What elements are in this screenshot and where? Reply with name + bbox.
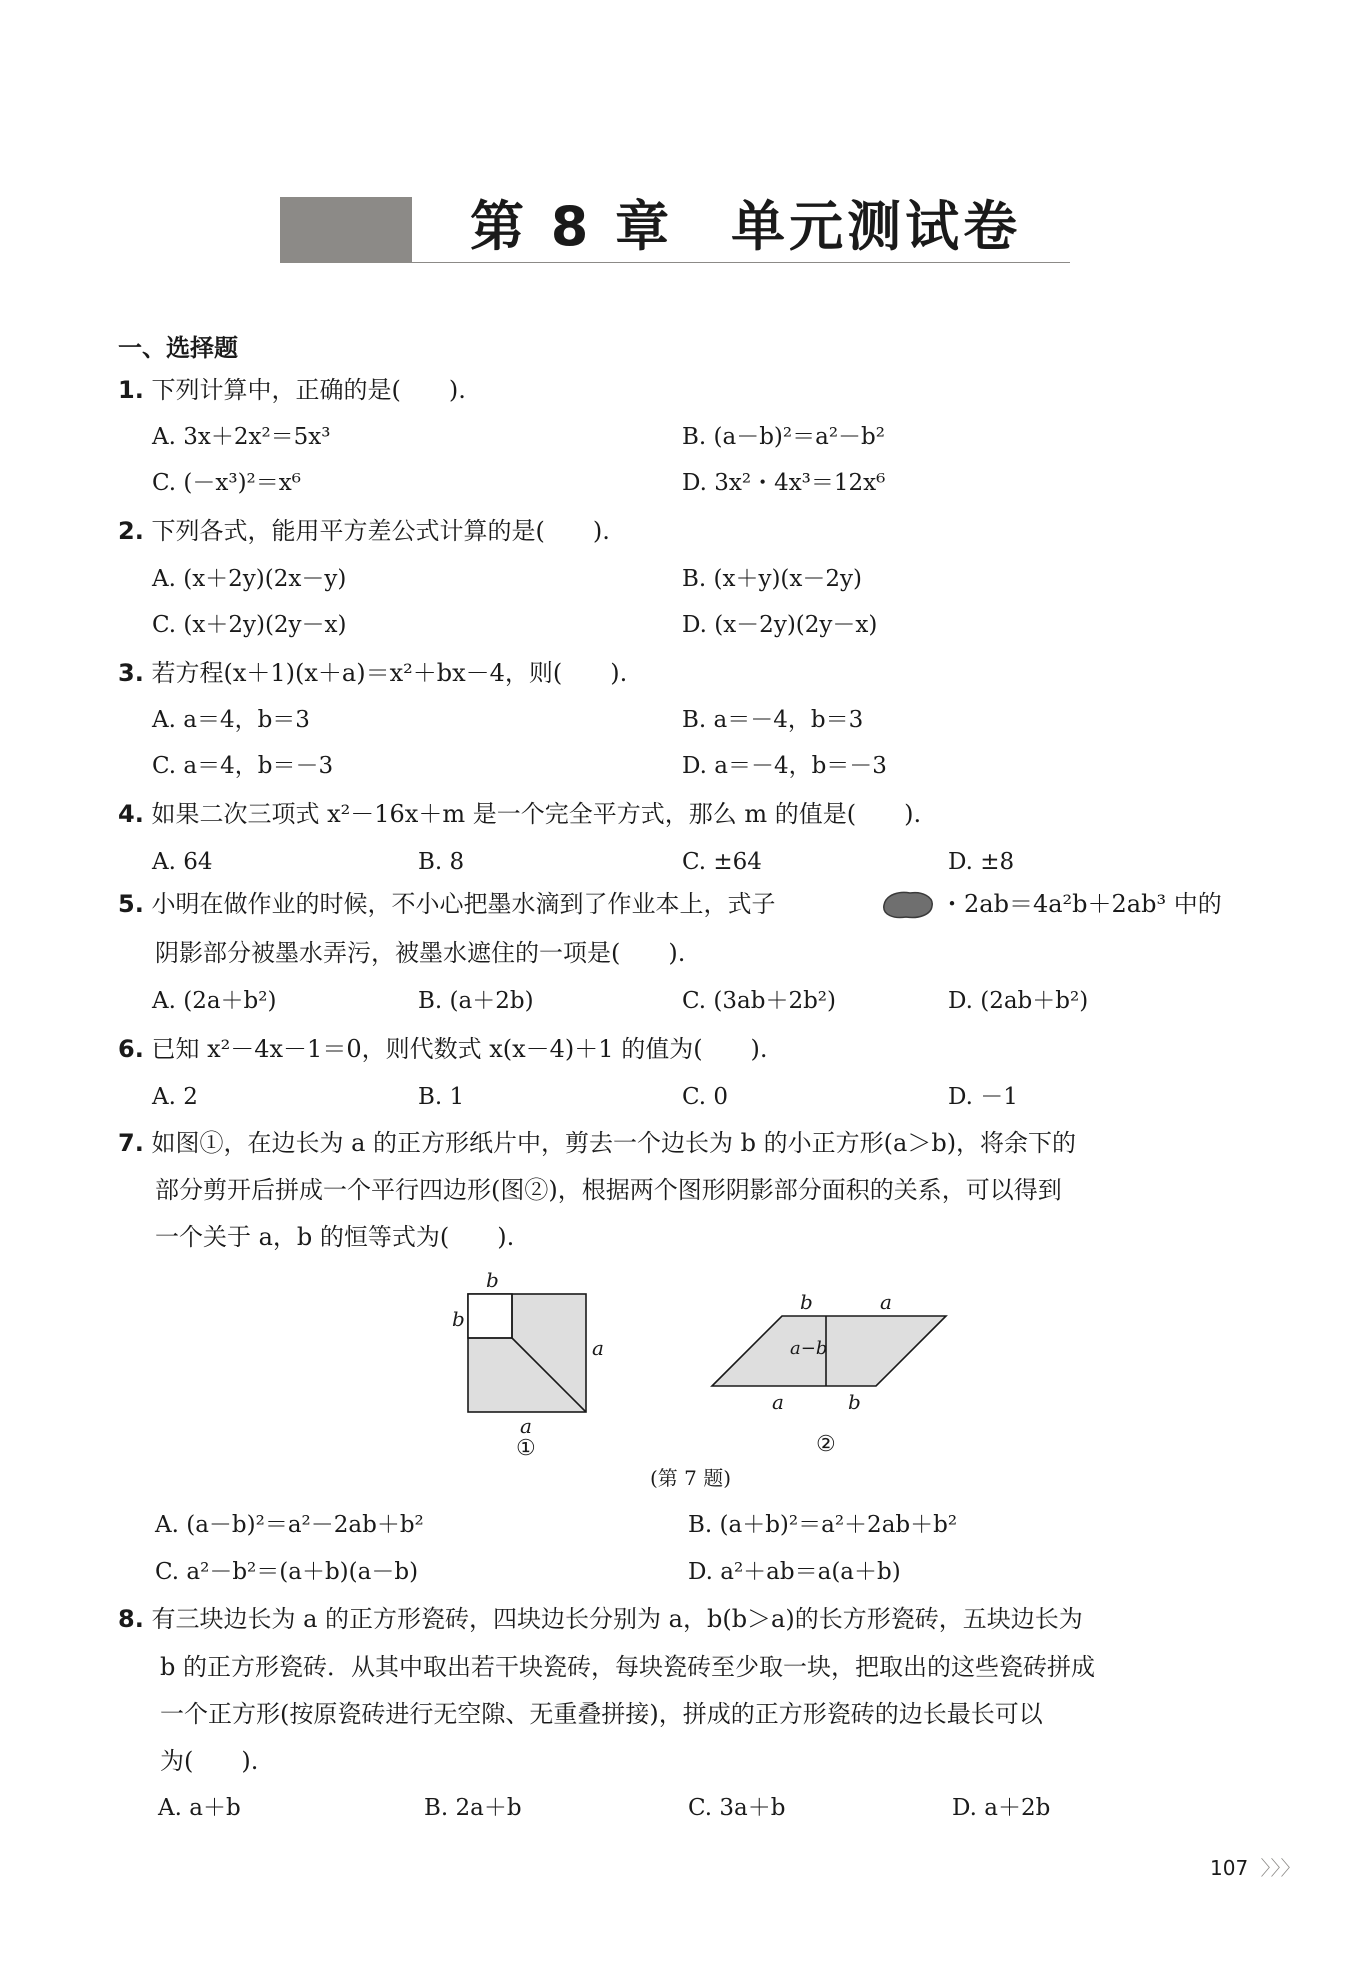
question-text: 如图①，在边长为 a 的正方形纸片中，剪去一个边长为 b 的小正方形(a＞b)，将余下的: [151, 1129, 1077, 1157]
fig2-label-a-top: a: [880, 1290, 892, 1314]
figure-2-parallelogram: [700, 1300, 960, 1400]
option-b[interactable]: B. a＝－4，b＝3: [682, 707, 864, 733]
question-1: [118, 373, 466, 407]
fig1-number: ①: [516, 1436, 536, 1461]
option-c[interactable]: C. (3ab＋2b²): [682, 988, 836, 1014]
question-text: 已知 x²－4x－1＝0，则代数式 x(x－4)＋1 的值为( ).: [151, 1035, 768, 1063]
option-a[interactable]: A. (a－b)²＝a²－2ab＋b²: [155, 1512, 424, 1538]
question-number: 4.: [118, 800, 144, 828]
question-number: 5.: [118, 890, 144, 918]
option-d[interactable]: D. －1: [948, 1084, 1018, 1110]
fig2-label-b-top: b: [800, 1290, 813, 1314]
option-c[interactable]: C. a＝4，b＝－3: [152, 753, 334, 779]
question-number: 3.: [118, 659, 144, 687]
option-d[interactable]: D. (2ab＋b²): [948, 988, 1089, 1014]
question-text: 如果二次三项式 x²－16x＋m 是一个完全平方式，那么 m 的值是( ).: [151, 800, 922, 828]
option-c[interactable]: C. (x＋2y)(2y－x): [152, 612, 347, 638]
question-2: [118, 514, 610, 548]
question-number: 7.: [118, 1129, 144, 1157]
option-c[interactable]: C. (－x³)²＝x⁶: [152, 470, 301, 496]
fig1-label-a-right: a: [592, 1336, 604, 1360]
question-number: 6.: [118, 1035, 144, 1063]
question-text: 有三块边长为 a 的正方形瓷砖，四块边长分别为 a，b(b＞a)的长方形瓷砖，五块边长为: [151, 1605, 1083, 1633]
option-d[interactable]: D. 3x²・4x³＝12x⁶: [682, 470, 886, 496]
option-c[interactable]: C. 0: [682, 1084, 729, 1110]
option-a[interactable]: A. (x＋2y)(2x－y): [152, 566, 347, 592]
question-text: 若方程(x＋1)(x＋a)＝x²＋bx－4，则( ).: [151, 659, 628, 687]
question-7-text-line3: 一个关于 a，b 的恒等式为( ).: [155, 1223, 515, 1251]
fig2-label-center: a−b: [790, 1338, 828, 1359]
question-5: [118, 887, 775, 921]
option-c[interactable]: C. a²－b²＝(a＋b)(a－b): [155, 1559, 419, 1585]
option-a[interactable]: A. a＋b: [158, 1795, 241, 1821]
option-c[interactable]: C. 3a＋b: [688, 1795, 786, 1821]
question-text: 小明在做作业的时候，不小心把墨水滴到了作业本上，式子: [151, 890, 776, 918]
question-8-text-line3: 一个正方形(按原瓷砖进行无空隙、无重叠拼接)，拼成的正方形瓷砖的边长最长可以: [160, 1700, 1043, 1728]
option-b[interactable]: B. (a＋b)²＝a²＋2ab＋b²: [688, 1512, 958, 1538]
option-d[interactable]: D. ±8: [948, 849, 1015, 875]
option-a[interactable]: A. a＝4，b＝3: [152, 707, 310, 733]
question-8-text-line4: 为( ).: [160, 1747, 259, 1775]
question-8-text-line2: b 的正方形瓷砖．从其中取出若干块瓷砖，每块瓷砖至少取一块，把取出的这些瓷砖拼成: [160, 1653, 1095, 1681]
page-number-value: 107: [1210, 1856, 1249, 1880]
option-b[interactable]: B. 8: [418, 849, 465, 875]
question-8: [118, 1602, 1083, 1636]
option-b[interactable]: B. (x＋y)(x－2y): [682, 566, 862, 592]
page-arrows-icon: 〉〉〉: [1260, 1856, 1301, 1880]
section-heading: 一、选择题: [118, 334, 238, 362]
option-a[interactable]: A. 2: [152, 1084, 198, 1110]
question-text: 下列各式，能用平方差公式计算的是( ).: [151, 517, 610, 545]
option-b[interactable]: B. 2a＋b: [424, 1795, 522, 1821]
option-d[interactable]: D. (x－2y)(2y－x): [682, 612, 878, 638]
question-5-text-line2: 阴影部分被墨水弄污，被墨水遮住的一项是( ).: [155, 939, 686, 967]
chapter-title: 第 8 章 单元测试卷: [470, 195, 1022, 258]
fig1-label-a-bottom: a: [520, 1414, 532, 1438]
question-3: [118, 656, 627, 690]
page-number: [1210, 1852, 1301, 1881]
option-d[interactable]: D. a²＋ab＝a(a＋b): [688, 1559, 901, 1585]
option-b[interactable]: B. (a－b)²＝a²－b²: [682, 424, 886, 450]
figure-caption: (第 7 题): [650, 1466, 732, 1490]
option-a[interactable]: A. 3x＋2x²＝5x³: [152, 424, 331, 450]
question-number: 2.: [118, 517, 144, 545]
header-rule: [280, 262, 1070, 263]
option-d[interactable]: D. a＋2b: [952, 1795, 1051, 1821]
option-a[interactable]: A. (2a＋b²): [152, 988, 277, 1014]
question-5-text-cont: ・2ab＝4a²b＋2ab³ 中的: [940, 890, 1222, 918]
question-4: [118, 797, 921, 831]
ink-blot-icon: [880, 888, 936, 922]
option-a[interactable]: A. 64: [152, 849, 213, 875]
fig2-number: ②: [816, 1432, 836, 1457]
question-number: 8.: [118, 1605, 144, 1633]
question-number: 1.: [118, 376, 144, 404]
fig2-label-a-bottom: a: [772, 1390, 784, 1414]
option-b[interactable]: B. (a＋2b): [418, 988, 534, 1014]
fig1-label-b-left: b: [452, 1307, 465, 1331]
fig2-label-b-bottom: b: [848, 1390, 861, 1414]
question-7-text-line2: 部分剪开后拼成一个平行四边形(图②)，根据两个图形阴影部分面积的关系，可以得到: [155, 1176, 1062, 1204]
header-decor-block: [280, 197, 412, 262]
fig1-label-b-top: b: [486, 1268, 499, 1292]
option-c[interactable]: C. ±64: [682, 849, 762, 875]
option-d[interactable]: D. a＝－4，b＝－3: [682, 753, 887, 779]
question-6: [118, 1032, 768, 1066]
question-7: [118, 1126, 1076, 1160]
question-text: 下列计算中，正确的是( ).: [151, 376, 466, 404]
option-b[interactable]: B. 1: [418, 1084, 465, 1110]
